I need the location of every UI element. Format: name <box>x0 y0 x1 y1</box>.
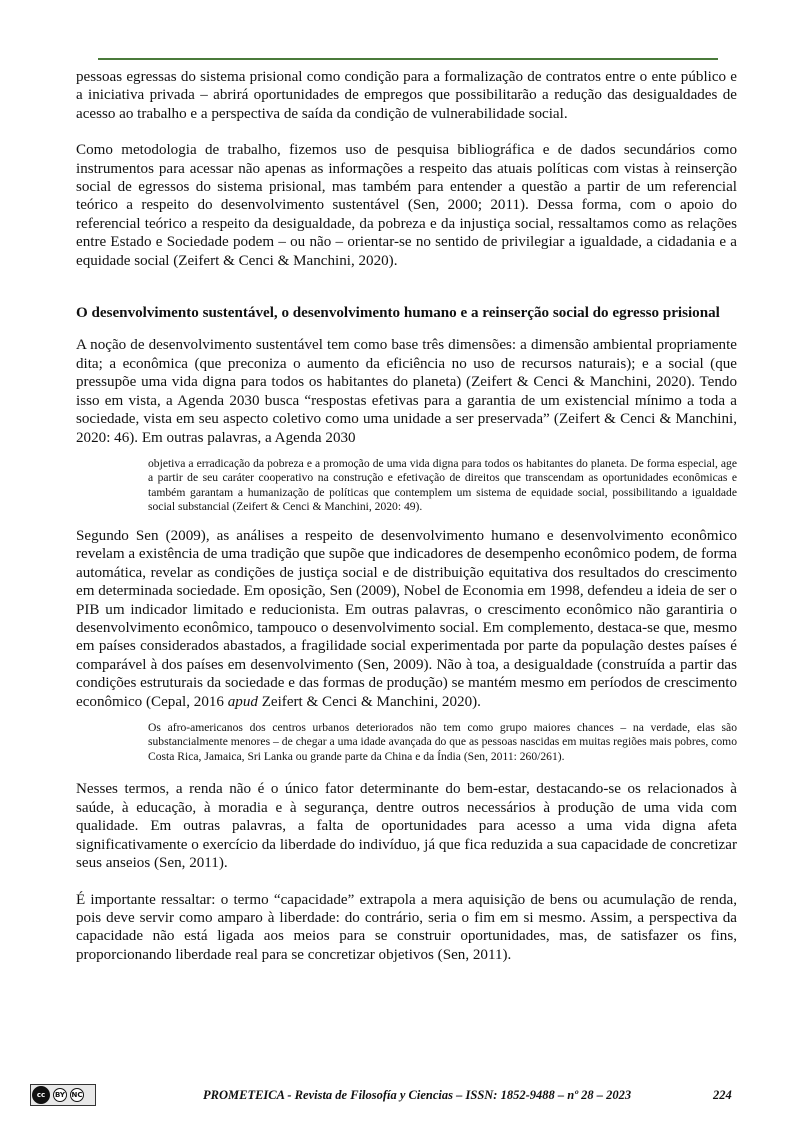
nc-symbol: NC <box>70 1088 84 1102</box>
paragraph-1: pessoas egressas do sistema prisional como condição para a formalização de contratos entre o ente público e a iniciativa privada – abrirá oportunidades de empregos que possibilitarão a redução das desigualdades de acesso ao trabalho e a perspectiva de saída da condição de vulnerabilidade social. <box>76 69 737 122</box>
page-footer <box>0 1084 793 1108</box>
section-heading: O desenvolvimento sustentável, o desenvolvimento humano e a reinserção social do egresso prisional <box>76 305 720 322</box>
paragraph-4-end: Zeifert & Cenci & Manchini, 2020). <box>257 693 481 710</box>
article-body <box>76 68 737 964</box>
paragraph-4-apud: apud <box>227 693 258 710</box>
block-quote-2: Os afro-americanos dos centros urbanos deteriorados não tem como grupo maiores chances – na verdade, elas são substancialmente menores – de chegar a uma idade avançada do que as pessoas nascidas em muitas regiões mais pobres, como Costa Rica, Jamaica, Sri Lanka ou grande parte da China e da Índia (Sen, 2011: 260/261). <box>148 720 737 763</box>
header-rule <box>98 58 718 60</box>
paragraph-5: Nesses termos, a renda não é o único fator determinante do bem-estar, destacando-se os relacionados à saúde, à educação, à moradia e à segurança, dentre outros necessários à produção de uma vida com qualidade. Em outras palavras, a falta de oportunidades para acesso a uma vida digna afeta significativamente o exercício da liberdade do indivíduo, já que fica reduzida a sua capacidade de concretizar seus anseios (Sen, 2011). <box>76 781 737 872</box>
paragraph-6: É importante ressaltar: o termo “capacidade” extrapola a mera aquisição de bens ou acumulação de renda, pois deve servir como amparo à liberdade: do contrário, seria o fim em si mesmo. Assim, a perspectiva da capacidade não está ligada aos meios para se construir oportunidades, mas, de satisfazer os fins, proporcionando liberdade real para se concretizar objetivos (Sen, 2011). <box>76 891 737 963</box>
page-number: 224 <box>713 1088 732 1102</box>
paragraph-4-main: Segundo Sen (2009), as análises a respeito de desenvolvimento humano e desenvolvimento econômico revelam a existência de uma tradição que supõe que indicadores de desempenho econômico podem, de forma automática, revelar as condições de justiça social e de distribuição equitativa dos resultados do crescimento em determinada sociedade. Em oposição, Sen (2009), Nobel de Economia em 1998, defendeu a ideia de ser o PIB um indicador limitado e reducionista. Em outras palavras, o crescimento econômico não garantiria o desenvolvimento econômico, tampouco o desenvolvimento social. Em complemento, destaca-se que, mesmo em países considerados abastados, a fragilidade social experimentada por parte da população destes países é comparável à dos países em desenvolvimento (Sen, 2009). Não à toa, a desigualdade (construída a partir das condições estruturais da sociedade e das formas de produção) se mantém mesmo em períodos de crescimento econômico (Cepal, 2016 <box>76 527 737 710</box>
cc-symbol: cc <box>32 1086 50 1104</box>
cc-by-nc-icon[interactable] <box>30 1084 96 1106</box>
paragraph-3: A noção de desenvolvimento sustentável tem como base três dimensões: a dimensão ambiental propriamente dita; a econômica (que preconiza o aumento da eficiência no uso de recursos naturais); e a social (que pressupõe uma vida digna para todos os habitantes do planeta) (Zeifert & Cenci & Manchini, 2020). Tendo isso em vista, a Agenda 2030 busca “respostas efetivas para a garantia de um existencial mínimo a toda a sociedade, vista em seu aspecto coletivo como uma unidade a ser preservada” (Zeifert & Cenci & Manchini, 2020: 46). Em outras palavras, a Agenda 2030 <box>76 337 737 446</box>
journal-citation: PROMETEICA - Revista de Filosofía y Ciencias – ISSN: 1852-9488 – nº 28 – 2023 <box>203 1088 632 1102</box>
by-symbol: BY <box>53 1088 67 1102</box>
paragraph-4 <box>76 527 737 711</box>
block-quote-1: objetiva a erradicação da pobreza e a promoção de uma vida digna para todos os habitantes do planeta. De forma especial, age a partir de seu caráter cooperativo na construção e efetivação de direitos que transcendam as oportunidades econômicas e também garantam a humanização de políticas que contemplem um sistema de equidade social, possibilitando a igualdade social substancial (Zeifert & Cenci & Manchini, 2020: 49). <box>148 456 737 514</box>
paragraph-2: Como metodologia de trabalho, fizemos uso de pesquisa bibliográfica e de dados secundários como instrumentos para acessar não apenas as informações a respeito das atuais políticas com vistas à reinserção social de egressos do sistema prisional, mas também para entender a questão a partir de um referencial teórico a respeito do desenvolvimento sustentável (Sen, 2000; 2011). Dessa forma, com o apoio do referencial teórico a respeito da desigualdade, da pobreza e da injustiça social, ressaltamos como as relações entre Estado e Sociedade podem – ou não – orientar-se no sentido de privilegiar a igualdade, a cidadania e a equidade social (Zeifert & Cenci & Manchini, 2020). <box>76 142 737 269</box>
